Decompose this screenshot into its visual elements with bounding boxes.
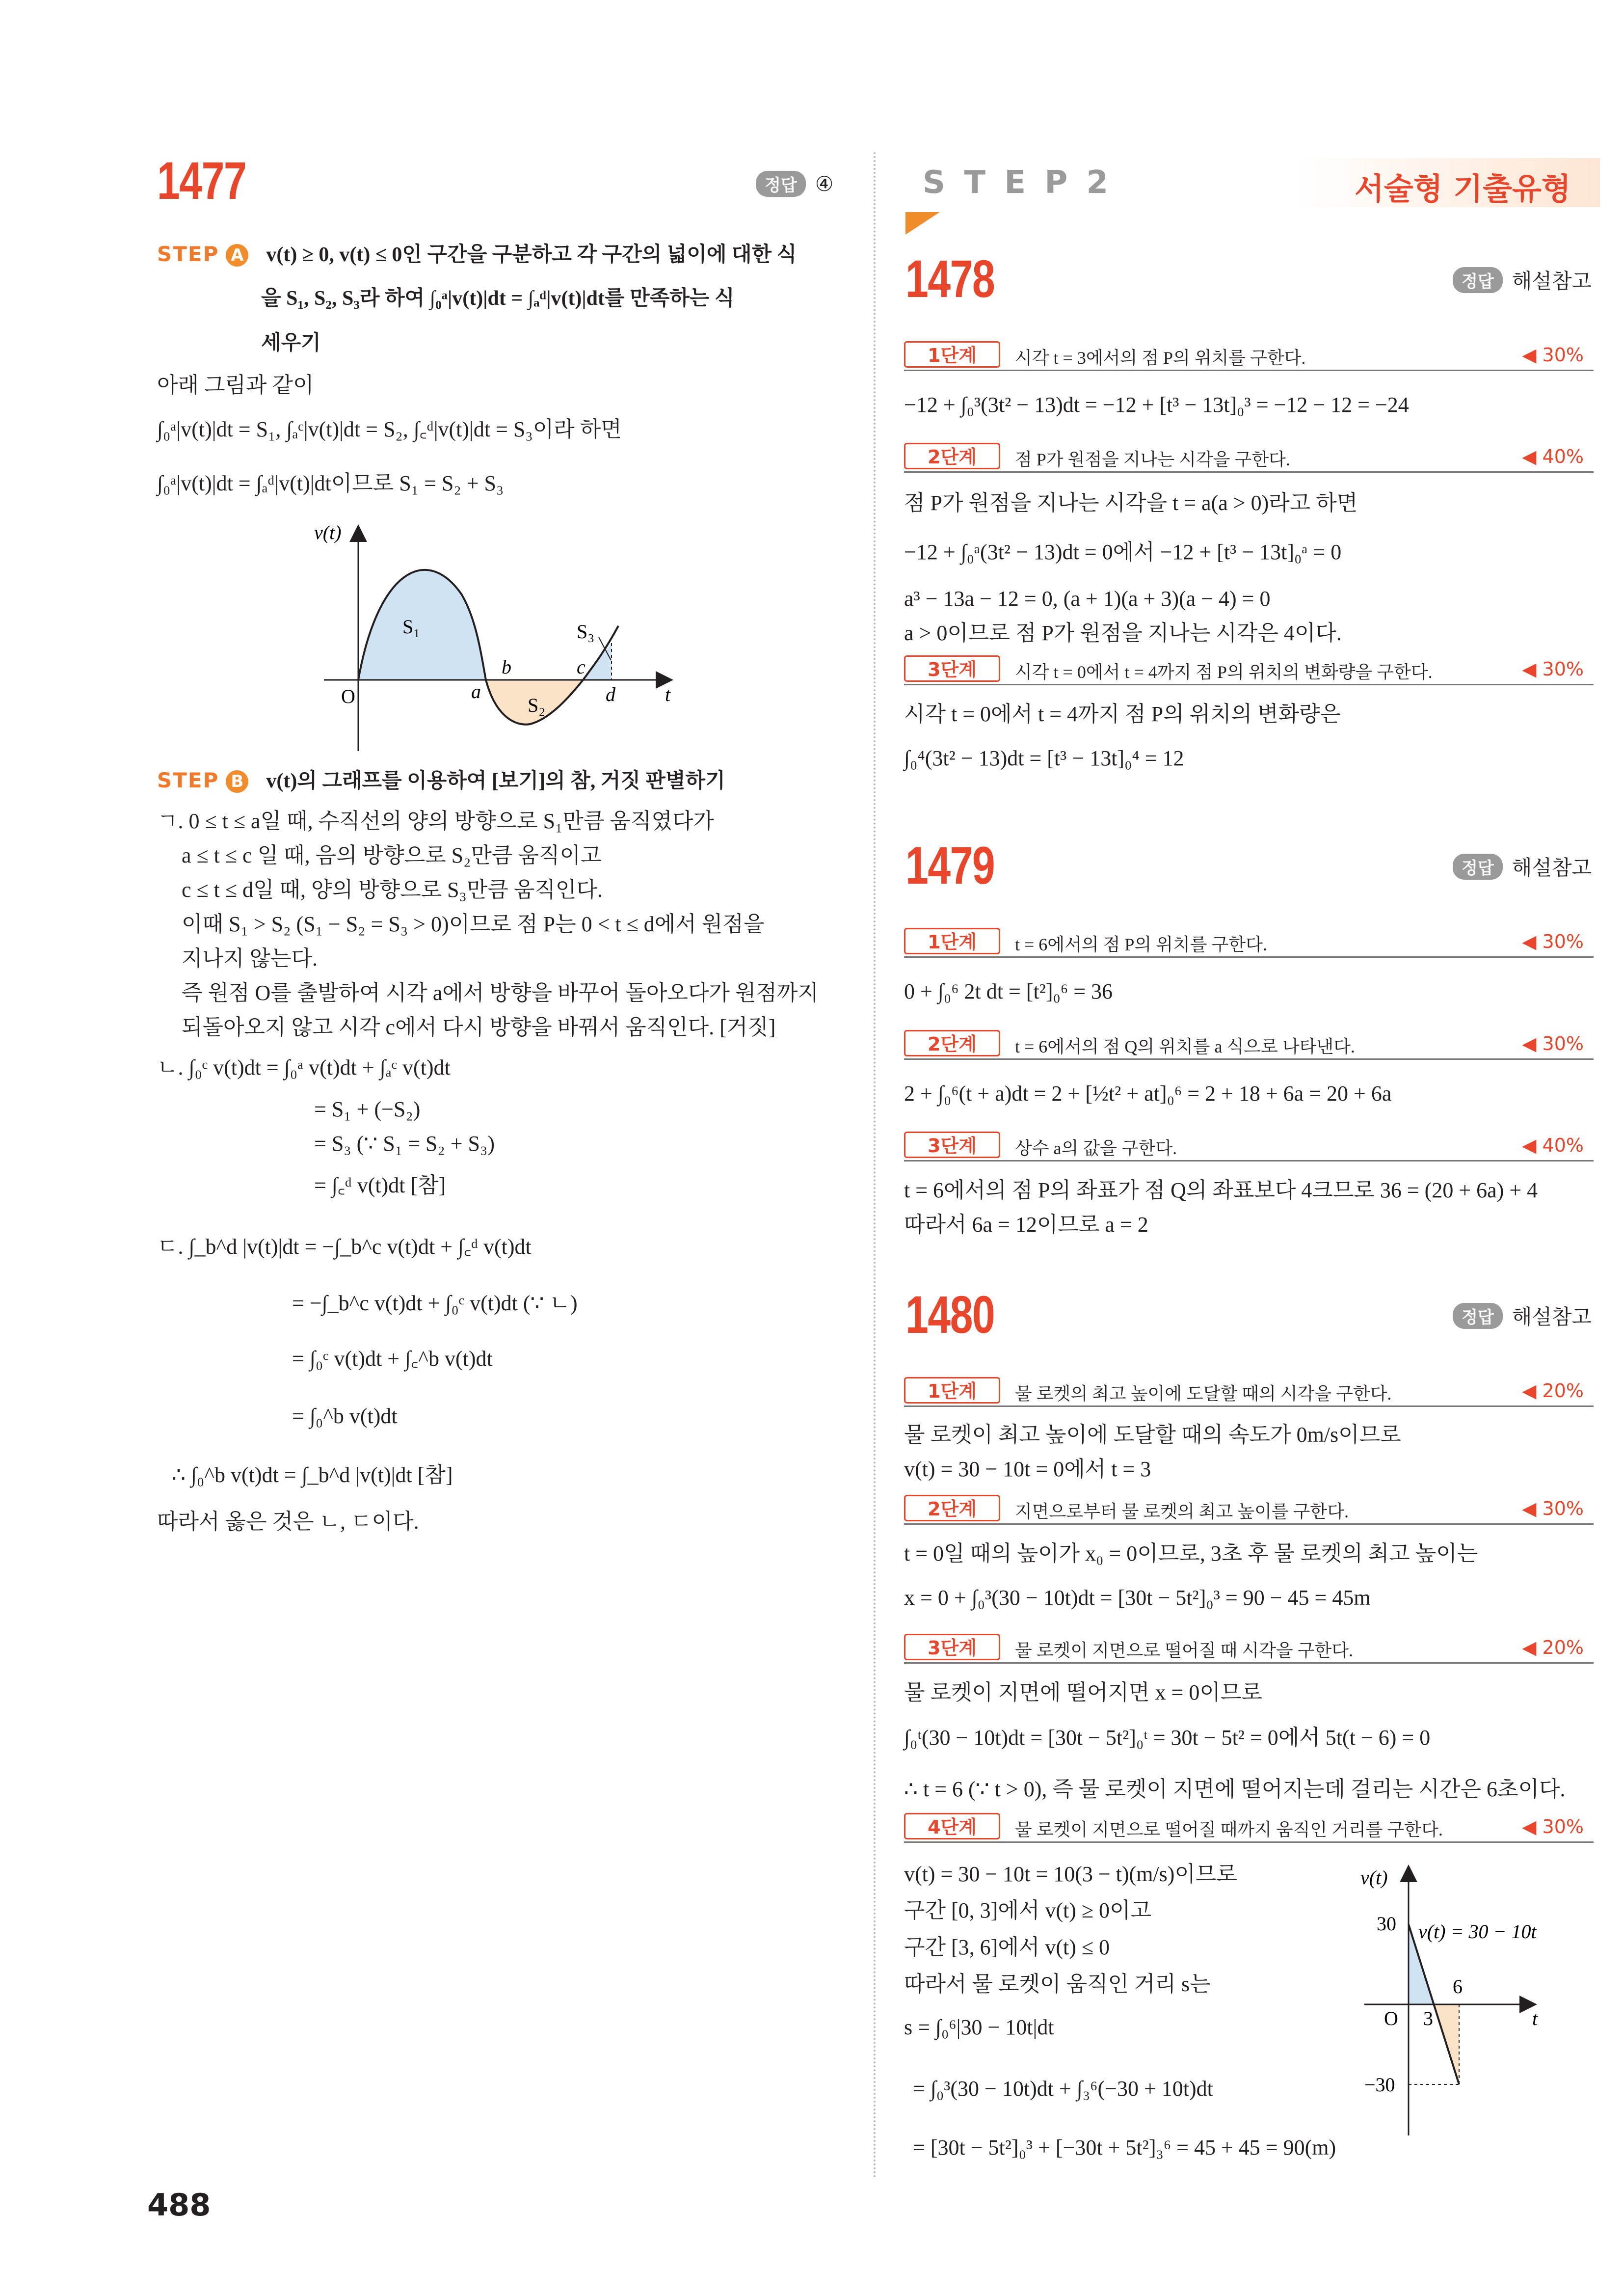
stepB-line: ㄱ. 0 ≤ t ≤ a일 때, 수직선의 양의 방향으로 S₁만큼 움직였다가 <box>157 809 714 833</box>
problem-number-1479: 1479 <box>905 836 995 895</box>
solution-line: 따라서 물 로켓이 움직인 거리 s는 <box>904 1972 1211 1996</box>
stage-label: 3단계 <box>904 655 1000 682</box>
solution-line: 구간 [0, 3]에서 v(t) ≥ 0이고 <box>904 1898 1152 1922</box>
stepB-title: v(t)의 그래프를 이용하여 [보기]의 참, 거짓 판별하기 <box>266 770 725 792</box>
problem-number-1480: 1480 <box>905 1285 995 1344</box>
stage-desc: 시각 t = 3에서의 점 P의 위치를 구한다. <box>1015 348 1306 368</box>
solution-line: ∴ t = 6 (∵ t > 0), 즉 물 로켓이 지면에 떨어지는데 걸리는 시간은 6초이다. <box>904 1777 1566 1801</box>
answer-text: 해설참고 <box>1512 856 1592 880</box>
stage-pct: ◀ 40% <box>1522 446 1584 467</box>
graph-label-6: 6 <box>1453 1975 1463 1998</box>
stepB-line: ㄷ. ∫_b^d |v(t)|dt = −∫_b^c v(t)dt + ∫꜀ᵈ v(t)dt <box>157 1235 532 1259</box>
graph-label-equation: v(t) = 30 − 10t <box>1418 1920 1537 1943</box>
solution-line: t = 6에서의 점 P의 좌표가 점 Q의 좌표보다 4크므로 36 = (20 + 6a) + 4 <box>904 1178 1538 1202</box>
graph-label-vt: v(t) <box>314 521 342 543</box>
solution-line: −12 + ∫₀ᵃ(3t² − 13)dt = 0에서 −12 + [t³ − 13t]₀ᵃ = 0 <box>904 540 1342 564</box>
stepB-conclusion: 따라서 옳은 것은 ㄴ, ㄷ이다. <box>157 1510 419 1534</box>
stepB-line: ㄴ. ∫₀ᶜ v(t)dt = ∫₀ᵃ v(t)dt + ∫ₐᶜ v(t)dt <box>157 1055 451 1080</box>
stage-pct: ◀ 30% <box>1522 931 1584 952</box>
stepA-title-2: 을 S₁, S₂, S₃라 하여 ∫₀ᵃ|v(t)|dt = ∫ₐᵈ|v(t)|dt를 만족하는 식 <box>261 287 735 310</box>
stepB-line: = −∫_b^c v(t)dt + ∫₀ᶜ v(t)dt (∵ ㄴ) <box>292 1291 578 1315</box>
stage-row <box>904 1813 1594 1843</box>
graph-label-S3: S₃ <box>577 621 595 643</box>
problem-number-1478: 1478 <box>905 249 995 308</box>
stage-label: 1단계 <box>904 341 1000 368</box>
solution-line: a > 0이므로 점 P가 원점을 지나는 시각은 4이다. <box>904 621 1342 645</box>
stage-pct: ◀ 30% <box>1522 1498 1584 1519</box>
graph-label-t: t <box>665 683 671 705</box>
solution-line: 0 + ∫₀⁶ 2t dt = [t²]₀⁶ = 36 <box>904 979 1113 1003</box>
stepB-line: ∴ ∫₀^b v(t)dt = ∫_b^d |v(t)|dt [참] <box>172 1463 453 1487</box>
stepA-title-3: 세우기 <box>261 330 321 354</box>
solution-line: t = 0일 때의 높이가 x₀ = 0이므로, 3초 후 물 로켓의 최고 높이는 <box>904 1541 1478 1566</box>
stepB-line: c ≤ t ≤ d일 때, 양의 방향으로 S₃만큼 움직인다. <box>182 878 603 902</box>
stage-desc: 물 로켓이 지면으로 떨어질 때까지 움직인 거리를 구한다. <box>1015 1820 1443 1839</box>
stepB-line: = ∫꜀ᵈ v(t)dt [참] <box>314 1173 446 1197</box>
step2-label: S T E P 2 <box>923 164 1113 201</box>
stage-pct: ◀ 20% <box>1522 1637 1584 1658</box>
solution-line: 따라서 6a = 12이므로 a = 2 <box>904 1213 1148 1237</box>
solution-line: −12 + ∫₀³(3t² − 13)dt = −12 + [t³ − 13t]₀³ = −12 − 12 = −24 <box>904 393 1409 417</box>
stage-desc: t = 6에서의 점 Q의 위치를 a 식으로 나타낸다. <box>1015 1037 1355 1056</box>
stage-desc: 지면으로부터 물 로켓의 최고 높이를 구한다. <box>1015 1502 1349 1521</box>
stage-label: 3단계 <box>904 1634 1000 1660</box>
answer-badge: 정답 <box>1453 854 1503 880</box>
stage-label: 2단계 <box>904 1495 1000 1521</box>
stage-row <box>904 655 1594 685</box>
stepA-header <box>157 240 797 270</box>
solution-line: v(t) = 30 − 10t = 10(3 − t)(m/s)이므로 <box>904 1862 1237 1886</box>
stage-row <box>904 1132 1594 1162</box>
stepB-letter: B <box>226 770 248 793</box>
answer-1479 <box>1453 852 1592 881</box>
stage-label: 3단계 <box>904 1132 1000 1158</box>
stepB-line: 지나지 않는다. <box>182 946 318 971</box>
stage-pct: ◀ 40% <box>1522 1134 1584 1156</box>
graph-label-3: 3 <box>1423 2007 1433 2029</box>
page-number: 488 <box>147 2187 211 2223</box>
velocity-graph-1480 <box>1355 1861 1580 2145</box>
stepA-line: ∫₀ᵃ|v(t)|dt = S₁, ∫ₐᶜ|v(t)|dt = S₂, ∫꜀ᵈ|v(t)|dt = S₃이라 하면 <box>157 417 622 441</box>
stepA-line: 아래 그림과 같이 <box>157 373 314 397</box>
stage-desc: 상수 a의 값을 구한다. <box>1015 1138 1177 1158</box>
stage-desc: t = 6에서의 점 P의 위치를 구한다. <box>1015 935 1267 954</box>
stage-label: 4단계 <box>904 1813 1000 1839</box>
stepB-line: 되돌아오지 않고 시각 c에서 다시 방향을 바꿔서 움직인다. [거짓] <box>182 1015 776 1039</box>
stepB-line: = ∫₀^b v(t)dt <box>292 1404 398 1428</box>
solution-line: = ∫₀³(30 − 10t)dt + ∫₃⁶(−30 + 10t)dt <box>913 2077 1213 2101</box>
stage-row <box>904 1377 1594 1407</box>
solution-line: ∫₀⁴(3t² − 13)dt = [t³ − 13t]₀⁴ = 12 <box>904 746 1184 770</box>
graph-label-d: d <box>606 683 615 705</box>
stepB-line: a ≤ t ≤ c 일 때, 음의 방향으로 S₂만큼 움직이고 <box>182 843 602 867</box>
stage-label: 1단계 <box>904 928 1000 954</box>
graph-label-S2: S₂ <box>528 694 546 716</box>
region-S1 <box>358 570 486 680</box>
answer-text: 해설참고 <box>1512 269 1592 293</box>
solution-line: = [30t − 5t²]₀³ + [−30t + 5t²]₃⁶ = 45 + 45 = 90(m) <box>913 2135 1336 2160</box>
stage-pct: ◀ 30% <box>1522 344 1584 366</box>
stage-row <box>904 1030 1594 1060</box>
stage-row <box>904 1495 1594 1525</box>
answer-badge: 정답 <box>756 171 806 197</box>
velocity-graph-1477 <box>304 520 677 756</box>
stage-desc: 물 로켓의 최고 높이에 도달할 때의 시각을 구한다. <box>1015 1384 1392 1404</box>
section-title: 서술형 기출유형 <box>1355 171 1571 207</box>
solution-line: 점 P가 원점을 지나는 시각을 t = a(a > 0)라고 하면 <box>904 491 1358 515</box>
orange-corner-mark <box>905 212 940 235</box>
stage-desc: 시각 t = 0에서 t = 4까지 점 P의 위치의 변화량을 구한다. <box>1015 662 1433 682</box>
stage-label: 1단계 <box>904 1377 1000 1404</box>
stage-row <box>904 928 1594 958</box>
stepA-letter: A <box>226 244 248 267</box>
stage-label: 2단계 <box>904 443 1000 469</box>
solution-line: 2 + ∫₀⁶(t + a)dt = 2 + [½t² + at]₀⁶ = 2 + 18 + 6a = 20 + 6a <box>904 1081 1392 1106</box>
stage-pct: ◀ 20% <box>1522 1380 1584 1402</box>
solution-line: ∫₀ᵗ(30 − 10t)dt = [30t − 5t²]₀ᵗ = 30t − 5t² = 0에서 5t(t − 6) = 0 <box>904 1726 1431 1750</box>
solution-line: a³ − 13a − 12 = 0, (a + 1)(a + 3)(a − 4) = 0 <box>904 587 1271 611</box>
solution-line: s = ∫₀⁶|30 − 10t|dt <box>904 2015 1054 2039</box>
stage-desc: 점 P가 원점을 지나는 시각을 구한다. <box>1015 450 1290 469</box>
stepB-line: = S₁ + (−S₂) <box>314 1097 421 1121</box>
stepA-line: ∫₀ᵃ|v(t)|dt = ∫ₐᵈ|v(t)|dt이므로 S₁ = S₂ + S₃ <box>157 471 504 495</box>
stepB-header <box>157 766 725 796</box>
graph-label-minus30: −30 <box>1364 2074 1395 2096</box>
graph-label-O: O <box>341 685 355 707</box>
stage-row <box>904 443 1594 473</box>
graph-label-S1: S₁ <box>402 616 421 638</box>
graph-label-t: t <box>1532 2007 1538 2029</box>
answer-value: ④ <box>815 172 834 196</box>
solution-line: 시각 t = 0에서 t = 4까지 점 P의 위치의 변화량은 <box>904 702 1341 726</box>
solution-line: 물 로켓이 최고 높이에 도달할 때의 속도가 0m/s이므로 <box>904 1423 1401 1447</box>
stage-pct: ◀ 30% <box>1522 1033 1584 1054</box>
answer-badge: 정답 <box>1453 1303 1503 1329</box>
stage-row <box>904 341 1594 371</box>
stage-row <box>904 1634 1594 1664</box>
answer-text: 해설참고 <box>1512 1305 1592 1329</box>
stepA-title-1: v(t) ≥ 0, v(t) ≤ 0인 구간을 구분하고 각 구간의 넓이에 대한 식 <box>266 243 797 266</box>
stepA-tag: STEP <box>157 242 219 266</box>
answer-1477 <box>756 171 833 197</box>
graph-label-b: b <box>502 656 511 678</box>
column-divider <box>874 152 876 2180</box>
graph-label-30: 30 <box>1377 1913 1396 1935</box>
stage-pct: ◀ 30% <box>1522 1816 1584 1837</box>
graph-label-a: a <box>471 680 481 702</box>
stepB-line: 즉 원점 O를 출발하여 시각 a에서 방향을 바꾸어 돌아오다가 원점까지 <box>182 981 819 1005</box>
solution-line: v(t) = 30 − 10t = 0에서 t = 3 <box>904 1457 1151 1481</box>
stepB-line: = ∫₀ᶜ v(t)dt + ∫꜀^b v(t)dt <box>292 1347 493 1371</box>
stage-label: 2단계 <box>904 1030 1000 1056</box>
stepB-line: 이때 S₁ > S₂ (S₁ − S₂ = S₃ > 0)이므로 점 P는 0 < t ≤ d에서 원점을 <box>182 912 765 936</box>
answer-1478 <box>1453 265 1592 295</box>
stage-desc: 물 로켓이 지면으로 떨어질 때 시각을 구한다. <box>1015 1641 1353 1660</box>
problem-number-1477: 1477 <box>157 151 246 210</box>
stepB-tag: STEP <box>157 768 219 792</box>
graph-label-c: c <box>577 656 585 678</box>
solution-line: 구간 [3, 6]에서 v(t) ≤ 0 <box>904 1935 1110 1959</box>
solution-line: x = 0 + ∫₀³(30 − 10t)dt = [30t − 5t²]₀³ = 90 − 45 = 45m <box>904 1586 1371 1610</box>
solution-line: 물 로켓이 지면에 떨어지면 x = 0이므로 <box>904 1680 1262 1704</box>
stage-pct: ◀ 30% <box>1522 658 1584 680</box>
answer-badge: 정답 <box>1453 267 1503 293</box>
answer-1480 <box>1453 1301 1592 1330</box>
stepB-line: = S₃ (∵ S₁ = S₂ + S₃) <box>314 1132 495 1156</box>
graph-label-vt: v(t) <box>1360 1866 1388 1889</box>
graph-label-O: O <box>1384 2007 1398 2029</box>
